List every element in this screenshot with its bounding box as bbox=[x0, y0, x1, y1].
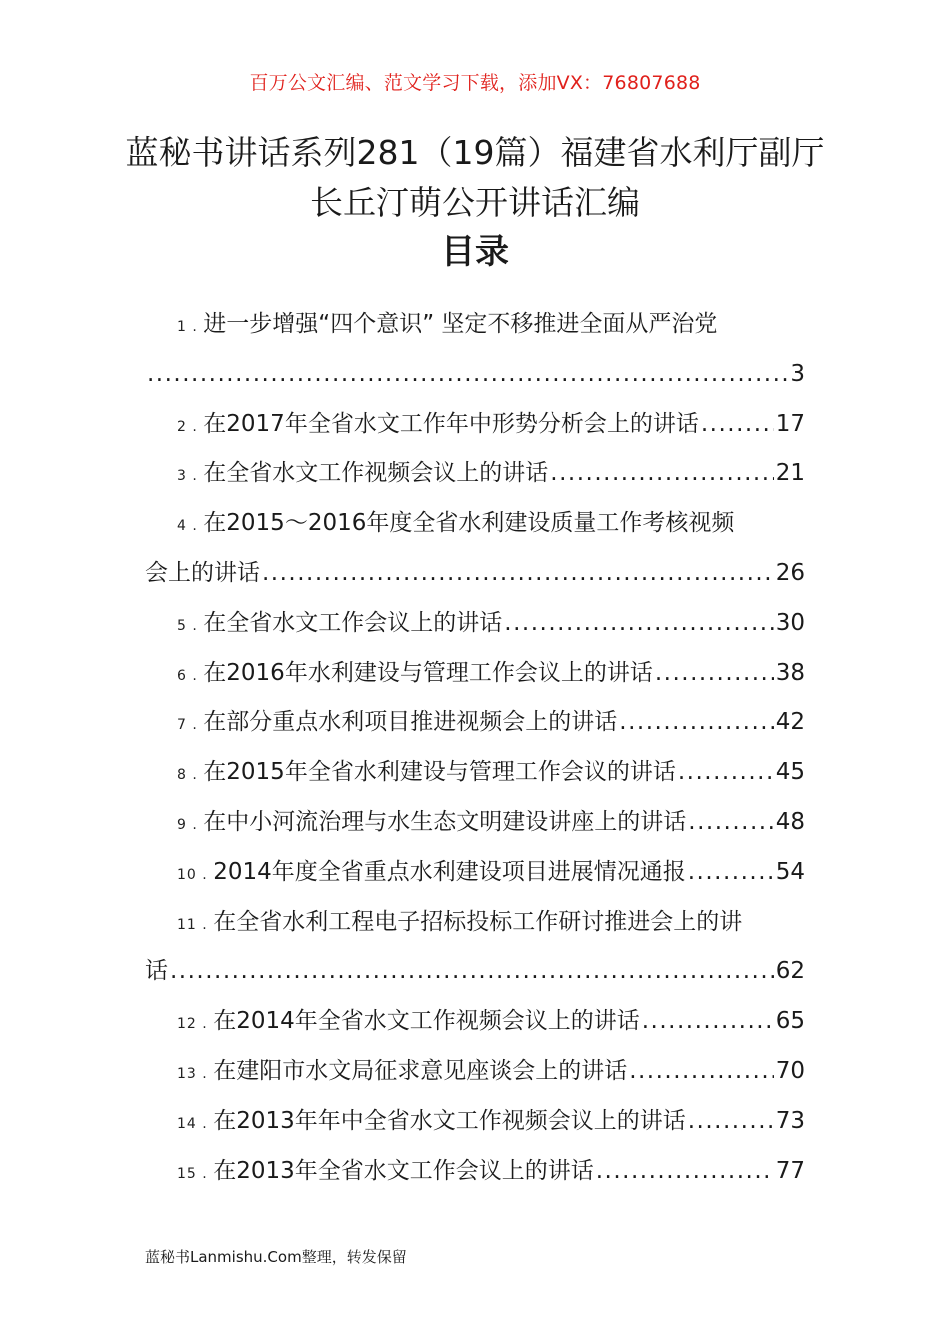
toc-number-dot: . bbox=[186, 816, 204, 833]
toc-dot-leader bbox=[596, 1147, 774, 1197]
toc-entry-continuation[interactable] bbox=[145, 947, 805, 997]
toc-entry-number: 2 bbox=[177, 418, 187, 435]
toc-entry-title: 在2015年全省水利建设与管理工作会议的讲话 bbox=[203, 759, 676, 786]
toc-dot-leader bbox=[688, 1097, 774, 1147]
toc-entry[interactable] bbox=[145, 698, 805, 748]
toc-entry[interactable] bbox=[145, 748, 805, 798]
toc-dot-leader bbox=[262, 549, 774, 599]
toc-page-number: 77 bbox=[775, 1157, 805, 1184]
toc-entry[interactable] bbox=[145, 1047, 805, 1097]
toc-entry-number: 10 bbox=[177, 866, 197, 883]
table-of-contents bbox=[145, 300, 805, 1196]
toc-number-dot: . bbox=[196, 1165, 214, 1182]
toc-dot-leader bbox=[170, 947, 774, 997]
toc-number-dot: . bbox=[196, 1115, 214, 1132]
toc-heading: 目录 bbox=[441, 232, 509, 272]
toc-entry-title-continued: 话 bbox=[145, 958, 168, 985]
toc-entry[interactable] bbox=[145, 1147, 805, 1197]
toc-entry[interactable] bbox=[145, 1097, 805, 1147]
toc-entry-title: 进一步增强“四个意识” 坚定不移推进全面从严治党 bbox=[203, 311, 718, 337]
toc-page-number: 48 bbox=[775, 808, 805, 835]
toc-entry-title: 在建阳市水文局征求意见座谈会上的讲话 bbox=[213, 1057, 628, 1084]
toc-page-number: 30 bbox=[775, 609, 805, 636]
toc-entry-number: 12 bbox=[177, 1016, 197, 1033]
document-title: 蓝秘书讲话系列281（19篇）福建省水利厅副厅长丘汀萌公开讲话汇编 bbox=[125, 133, 825, 222]
toc-page-number: 70 bbox=[775, 1057, 805, 1084]
toc-number-dot: . bbox=[186, 518, 204, 535]
toc-entry-title: 在2014年全省水文工作视频会议上的讲话 bbox=[213, 1008, 640, 1035]
toc-dot-leader bbox=[688, 798, 773, 848]
toc-entry-title: 在2016年水利建设与管理工作会议上的讲话 bbox=[203, 659, 653, 686]
toc-entry-number: 5 bbox=[177, 617, 187, 634]
toc-dot-leader bbox=[655, 649, 774, 699]
toc-number-dot: . bbox=[186, 767, 204, 784]
toc-dot-leader bbox=[642, 997, 774, 1047]
toc-entry-title: 在全省水文工作视频会议上的讲话 bbox=[203, 460, 549, 487]
toc-entry-title: 在全省水文工作会议上的讲话 bbox=[203, 609, 503, 636]
toc-page-number: 45 bbox=[775, 759, 805, 786]
toc-number-dot: . bbox=[196, 866, 214, 883]
toc-entry-number: 14 bbox=[177, 1115, 197, 1132]
toc-entry[interactable] bbox=[145, 449, 805, 499]
toc-entry-title: 在2013年年中全省水文工作视频会议上的讲话 bbox=[213, 1107, 686, 1134]
toc-number-dot: . bbox=[196, 1016, 214, 1033]
toc-entry-number: 15 bbox=[177, 1165, 197, 1182]
toc-entry-title: 在2017年全省水文工作年中形势分析会上的讲话 bbox=[203, 410, 699, 437]
toc-dot-leader bbox=[701, 400, 774, 450]
toc-number-dot: . bbox=[186, 667, 204, 684]
toc-number-dot: . bbox=[186, 717, 204, 734]
toc-entry-number: 7 bbox=[177, 717, 187, 734]
toc-entry[interactable] bbox=[145, 997, 805, 1047]
toc-entry-title: 在2015～2016年度全省水利建设质量工作考核视频 bbox=[203, 510, 735, 537]
toc-page-number: 65 bbox=[775, 1008, 805, 1035]
toc-entry-number: 8 bbox=[177, 767, 187, 784]
toc-dot-leader bbox=[550, 449, 773, 499]
toc-entry-title: 在2013年全省水文工作会议上的讲话 bbox=[213, 1157, 594, 1184]
toc-entry[interactable] bbox=[145, 499, 805, 549]
toc-entry-number: 13 bbox=[177, 1065, 197, 1082]
toc-page-number: 62 bbox=[775, 958, 805, 985]
toc-entry[interactable] bbox=[145, 898, 805, 948]
toc-entry-title-continued: 会上的讲话 bbox=[145, 559, 260, 586]
toc-entry-number: 4 bbox=[177, 518, 187, 535]
toc-page-number: 54 bbox=[775, 858, 805, 885]
toc-dot-leader bbox=[629, 1047, 774, 1097]
toc-page-number: 73 bbox=[775, 1107, 805, 1134]
toc-entry-number: 9 bbox=[177, 816, 187, 833]
toc-number-dot: . bbox=[186, 617, 204, 634]
toc-dot-leader bbox=[688, 848, 774, 898]
toc-number-dot: . bbox=[186, 468, 204, 485]
toc-dot-leader bbox=[147, 350, 788, 400]
toc-entry[interactable] bbox=[145, 599, 805, 649]
toc-page-number: 42 bbox=[775, 709, 805, 736]
toc-entry-number: 3 bbox=[177, 468, 187, 485]
toc-number-dot: . bbox=[196, 1065, 214, 1082]
toc-page-number: 26 bbox=[775, 559, 805, 586]
toc-number-dot: . bbox=[196, 916, 214, 933]
toc-entry-title: 在部分重点水利项目推进视频会上的讲话 bbox=[203, 709, 618, 736]
toc-entry[interactable] bbox=[145, 649, 805, 699]
toc-number-dot: . bbox=[186, 418, 204, 435]
toc-page-number: 17 bbox=[775, 410, 805, 437]
toc-entry-number: 6 bbox=[177, 667, 187, 684]
toc-dot-leader bbox=[678, 748, 774, 798]
toc-number-dot: . bbox=[186, 319, 204, 335]
toc-entry-title: 在全省水利工程电子招标投标工作研讨推进会上的讲 bbox=[213, 908, 743, 935]
toc-entry-title: 2014年度全省重点水利建设项目进展情况通报 bbox=[213, 858, 686, 885]
toc-entry[interactable] bbox=[145, 798, 805, 848]
toc-page-number: 38 bbox=[775, 659, 805, 686]
toc-page-number: 3 bbox=[790, 360, 805, 387]
toc-entry-continuation[interactable] bbox=[145, 549, 805, 599]
toc-entry[interactable] bbox=[145, 400, 805, 450]
toc-entry-title: 在中小河流治理与水生态文明建设讲座上的讲话 bbox=[203, 808, 687, 835]
toc-dot-leader bbox=[619, 698, 773, 748]
footer-note: 蓝秘书Lanmishu.Com整理，转发保留 bbox=[145, 1248, 407, 1266]
toc-entry[interactable] bbox=[145, 300, 805, 350]
toc-dot-leader bbox=[504, 599, 773, 649]
toc-entry-number: 11 bbox=[177, 916, 197, 933]
toc-page-number: 21 bbox=[775, 460, 805, 487]
toc-entry[interactable] bbox=[145, 848, 805, 898]
header-banner: 百万公文汇编、范文学习下载，添加VX：76807688 bbox=[249, 72, 701, 94]
toc-entry-continuation[interactable] bbox=[145, 350, 805, 400]
toc-entry-number: 1 bbox=[177, 319, 187, 335]
